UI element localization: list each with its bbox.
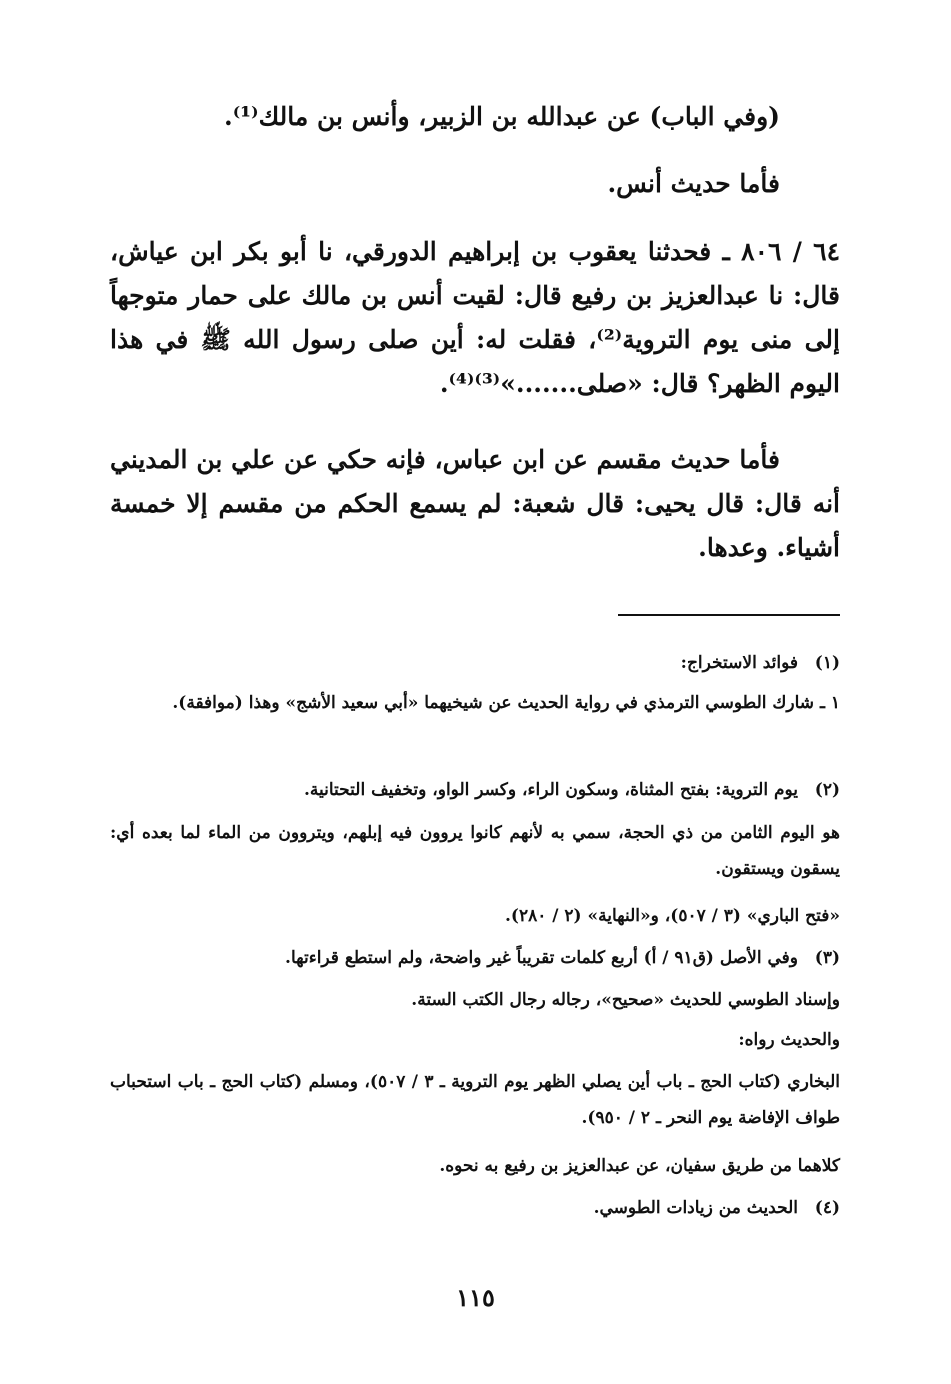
paragraph-chapter-note: (وفي الباب) عن عبدالله بن الزبير، وأنس بن مالك⁽¹⁾. [224,102,780,131]
footnote-1-title: (١)فوائد الاستخراج: [680,653,840,673]
footnote-1-line1: ١ ـ شارك الطوسي الترمذي في رواية الحديث عن شيخيهما «أبي سعيد الأشج» وهذا (موافقة). [172,693,840,713]
footnote-2-line1: (٢)يوم التروية: بفتح المثناة، وسكون الراء، وكسر الواو، وتخفيف التحتانية. [303,780,840,800]
page-number: ١١٥ [456,1283,495,1312]
book-page [110,0,840,1384]
footnote-3-line5: كلاهما من طريق سفيان، عن عبدالعزيز بن رفيع به نحوه. [439,1156,840,1176]
footnote-3-line4: البخاري (كتاب الحج ـ باب أين يصلي الظهر يوم التروية ـ ٣ / ٥٠٧)، ومسلم (كتاب الحج ـ باب استحباب طواف الإفاضة يوم النحر ـ ٢ / ٩٥٠). [110,1072,841,1128]
footnote-2-line2: هو اليوم الثامن من ذي الحجة، سمي به لأنهم كانوا يروون فيه إبلهم، ويتروون من الماء لما بعده أي: يسقون ويستقون. [110,823,840,879]
paragraph-hadith-806: ٦٤ / ٨٠٦ ـ فحدثنا يعقوب بن إبراهيم الدورقي، نا أبو بكر ابن عياش، قال: نا عبدالعزيز بن رفيع قال: لقيت أنس بن مالك على حمار متوجهاً إلى منى يوم التروية⁽²⁾، فقلت له: أين صلى رسول الله ﷺ في هذا اليوم الظهر؟ قال: «صلى.......»⁽³⁾⁽⁴⁾. [110,237,840,398]
footnote-2-line3: «فتح الباري» (٣ / ٥٠٧)، و«النهاية» (٢ / ٢٨٠). [504,906,840,926]
footnote-3-line2: وإسناد الطوسي للحديث «صحيح»، رجاله رجال الكتب الستة. [411,990,840,1010]
footnote-4-line1: (٤)الحديث من زيادات الطوسي. [593,1198,840,1218]
footnote-3-line3: والحديث رواه: [738,1030,840,1050]
paragraph-anas-heading: فأما حديث أنس. [607,169,780,198]
paragraph-miqsam: فأما حديث مقسم عن ابن عباس، فإنه حكي عن علي بن المديني أنه قال: قال يحيى: قال شعبة: لم يسمع الحكم من مقسم إلا خمسة أشياء. وعدها. [110,445,840,562]
footnote-separator [618,614,840,616]
footnote-3-line1: (٣)وفي الأصل (ق٩١ / أ) أربع كلمات تقريباً غير واضحة، ولم استطع قراءتها. [285,948,840,968]
